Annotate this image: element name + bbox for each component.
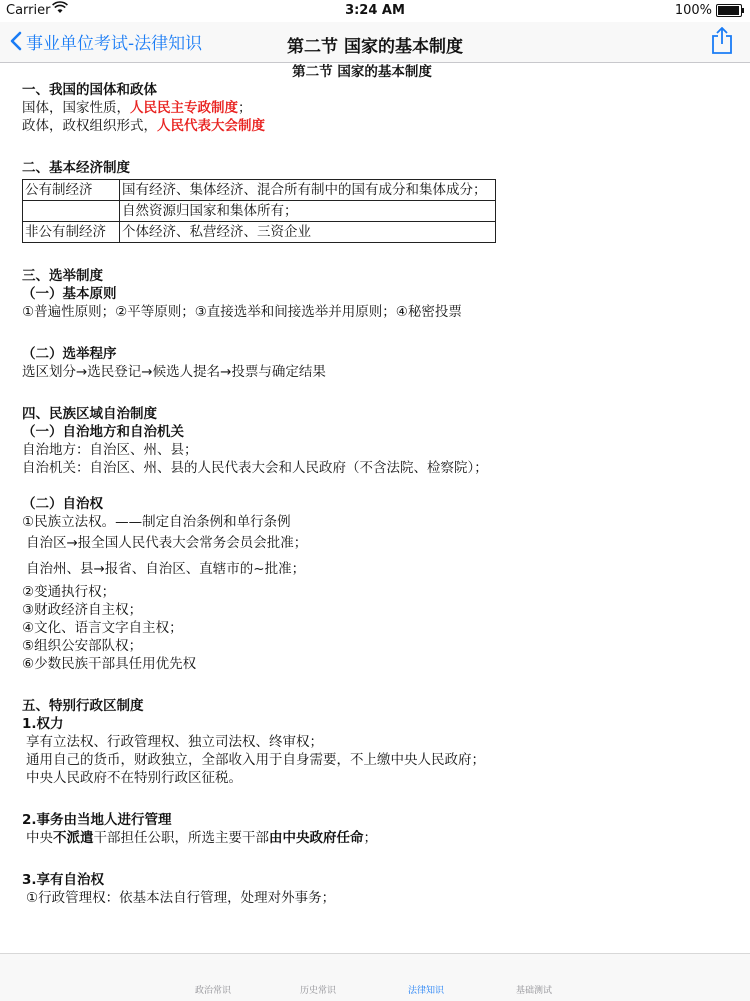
text-line: ①行政管理权：依基本法自行管理，处理对外事务； xyxy=(26,890,336,906)
navigation-bar xyxy=(0,22,750,63)
text-line: ⑤组织公安部队权； xyxy=(22,638,143,654)
text-line: 自治机关：自治区、州、县的人民代表大会和人民政府（不含法院、检察院）； xyxy=(22,460,488,476)
text-line: ④文化、语言文字自主权； xyxy=(22,620,183,636)
highlight-text: 人民代表大会制度 xyxy=(157,118,265,134)
subheading: 2.事务由当地人进行管理 xyxy=(22,812,172,828)
tab-bar xyxy=(0,953,750,1001)
text-line: 通用自己的货币，财政独立，全部收入用于自身需要，不上缴中央人民政府； xyxy=(26,752,485,768)
battery-fill xyxy=(718,6,739,15)
economy-table xyxy=(22,179,496,243)
text-line: 中央人民政府不在特别行政区征税。 xyxy=(26,770,242,786)
table-cell: 非公有制经济 xyxy=(23,222,120,243)
battery-indicator xyxy=(675,3,742,18)
document-page xyxy=(22,63,722,907)
tab-law[interactable]: 法律知识 xyxy=(408,986,445,996)
carrier-label: Carrier xyxy=(6,3,51,18)
text-line: ②变通执行权； xyxy=(22,584,116,600)
table-row xyxy=(23,180,496,201)
section-heading-3: 三、选举制度 xyxy=(22,268,103,284)
text-line: 享有立法权、行政管理权、独立司法权、终审权； xyxy=(26,734,323,750)
document-title: 第二节 国家的基本制度 xyxy=(292,64,432,80)
text-line: 选区划分→选民登记→候选人提名→投票与确定结果 xyxy=(22,364,326,380)
battery-percent: 100% xyxy=(674,3,712,18)
subheading: 3.享有自治权 xyxy=(22,872,105,888)
back-button-label: 事业单位考试-法律知识 xyxy=(26,34,203,54)
section-heading-2: 二、基本经济制度 xyxy=(22,160,130,176)
subheading: 1.权力 xyxy=(22,716,64,732)
section-heading-5: 五、特别行政区制度 xyxy=(22,698,144,714)
section-heading-4: 四、民族区域自治制度 xyxy=(22,406,157,422)
text-line: 中央不派遣干部担任公职，所选主要干部由中央政府任命； xyxy=(26,830,377,846)
subheading: （二）选举程序 xyxy=(22,346,117,362)
table-cell: 自然资源归国家和集体所有； xyxy=(120,201,496,222)
table-row xyxy=(23,201,496,222)
table-cell: 国有经济、集体经济、混合所有制中的国有成分和集体成分； xyxy=(120,180,496,201)
table-cell: 个体经济、私营经济、三资企业 xyxy=(120,222,496,243)
text-line: ①普遍性原则；②平等原则；③直接选举和间接选举并用原则；④秘密投票 xyxy=(22,304,462,320)
table-cell xyxy=(23,201,120,222)
text-line: ⑥少数民族干部具任用优先权 xyxy=(22,656,197,672)
text-line: 国体，国家性质，人民民主专政制度； xyxy=(22,100,252,116)
status-bar xyxy=(0,0,750,22)
document-view[interactable] xyxy=(0,63,750,953)
tab-basic-test[interactable]: 基础测试 xyxy=(516,986,553,996)
subheading: （二）自治权 xyxy=(22,496,103,512)
table-cell: 公有制经济 xyxy=(23,180,120,201)
tab-history[interactable]: 历史常识 xyxy=(300,986,337,996)
battery-icon xyxy=(716,4,742,17)
clock: 3:24 AM xyxy=(345,3,405,18)
text-line: 政体，政权组织形式，人民代表大会制度 xyxy=(22,118,265,134)
text-line: 自治州、县→报省、自治区、直辖市的~批准； xyxy=(26,561,306,577)
text-line: 自治地方：自治区、州、县； xyxy=(22,442,198,458)
section-heading-1: 一、我国的国体和政体 xyxy=(22,82,157,98)
subheading: （一）基本原则 xyxy=(22,286,117,302)
text-line: ①民族立法权。——制定自治条例和单行条例 xyxy=(22,514,291,530)
share-icon[interactable] xyxy=(710,27,734,55)
tab-politics[interactable]: 政治常识 xyxy=(195,986,232,996)
page-title: 第二节 国家的基本制度 xyxy=(287,37,463,57)
text-line: 自治区→报全国人民代表大会常务会员会批准； xyxy=(26,535,308,551)
text-line: ③财政经济自主权； xyxy=(22,602,143,618)
table-row xyxy=(23,222,496,243)
subheading: （一）自治地方和自治机关 xyxy=(22,424,184,440)
highlight-text: 人民民主专政制度 xyxy=(130,100,238,116)
